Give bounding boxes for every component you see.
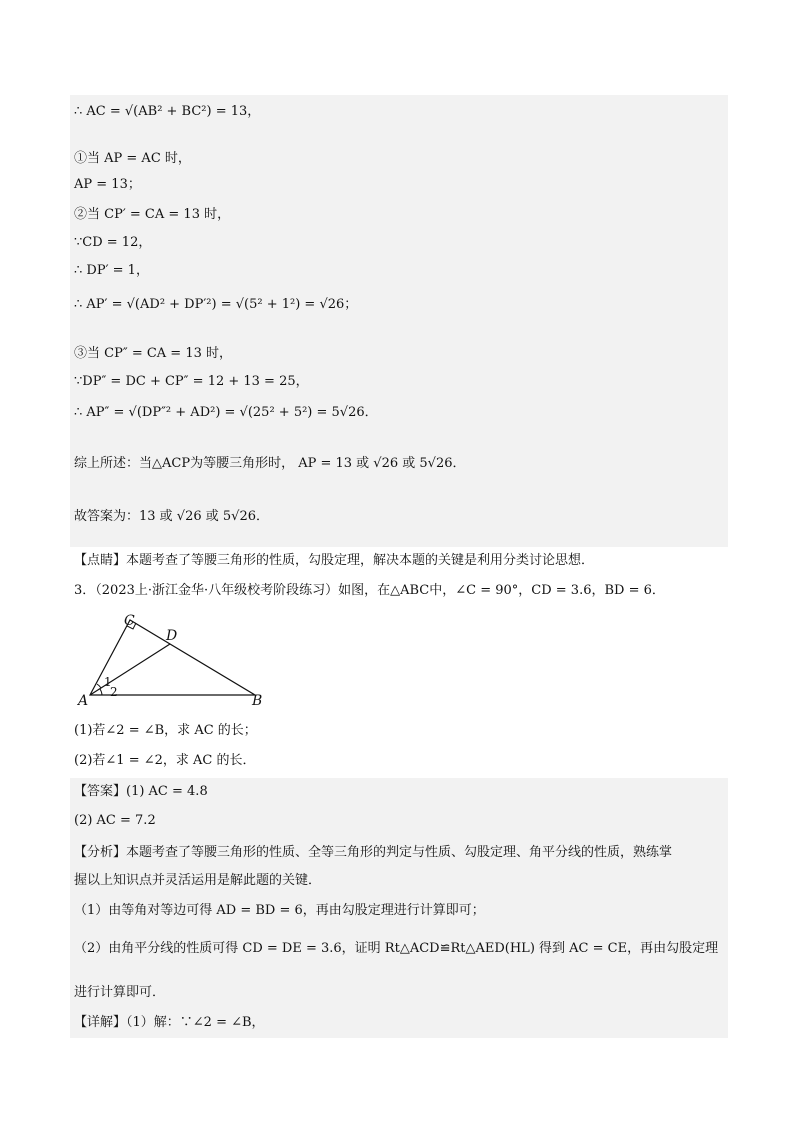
angle-2-arc [100, 689, 102, 695]
label-angle-2: 2 [110, 685, 118, 699]
analysis-line-5: 进行计算即可． [74, 985, 166, 1000]
text-line-4: ②当 CP′ = CA = 13 时， [74, 207, 231, 222]
text-line-2: ①当 AP = AC 时， [74, 151, 191, 166]
label-a: A [78, 693, 89, 709]
segment-ad [90, 644, 170, 695]
text-line-10: ∴ AP″ = √(DP″² + AD²) = √(25² + 5²) = 5√26． [74, 405, 378, 420]
label-d: D [166, 628, 178, 644]
text-line-6: ∴ DP′ = 1， [74, 263, 149, 278]
question-part-1: (1)若∠2 = ∠B，求 AC 的长； [74, 723, 257, 738]
text-line-1: ∴ AC = √(AB² + BC²) = 13， [74, 104, 261, 119]
text-line-9: ∵DP″ = DC + CP″ = 12 + 13 = 25， [74, 374, 309, 389]
text-line-7: ∴ AP′ = √(AD² + DP′²) = √(5² + 1²) = √26； [74, 297, 358, 312]
analysis-line-4: （2）由角平分线的性质可得 CD = DE = 3.6，证明 Rt△ACD≌Rt△AED(HL) 得到 AC = CE，再由勾股定理 [74, 941, 719, 956]
question-3-stem: 3．（2023上·浙江金华·八年级校考阶段练习）如图，在△ABC中，∠C = 90°，CD = 3.6，BD = 6． [74, 583, 665, 598]
label-angle-1: 1 [104, 675, 112, 689]
text-line-11: 综上所述：当△ACP为等腰三角形时， AP = 13 或 √26 或 5√26． [74, 456, 466, 471]
text-line-8: ③当 CP″ = CA = 13 时， [74, 346, 233, 361]
detail-line-1: 【详解】（1）解：∵∠2 = ∠B， [74, 1015, 265, 1030]
analysis-line-1: 【分析】本题考查了等腰三角形的性质、全等三角形的判定与性质、勾股定理、角平分线的性质，熟练掌 [74, 845, 673, 860]
triangle-figure [70, 610, 270, 710]
text-line-3: AP = 13； [74, 177, 141, 192]
text-line-13: 【点睛】本题考查了等腰三角形的性质，勾股定理，解决本题的关键是利用分类讨论思想． [74, 553, 595, 568]
analysis-line-2: 握以上知识点并灵活运用是解此题的关键． [74, 873, 322, 888]
answer-line-1: 【答案】(1) AC = 4.8 [74, 784, 208, 799]
text-line-12: 故答案为：13 或 √26 或 5√26． [74, 509, 269, 524]
question-part-2: (2)若∠1 = ∠2，求 AC 的长． [74, 753, 256, 768]
text-line-5: ∵CD = 12， [74, 235, 152, 250]
label-b: B [252, 693, 263, 709]
angle-1-arc [97, 684, 101, 688]
analysis-line-3: （1）由等角对等边可得 AD = BD = 6，再由勾股定理进行计算即可； [74, 903, 485, 918]
answer-line-2: (2) AC = 7.2 [74, 813, 156, 828]
label-c: C [124, 613, 135, 629]
